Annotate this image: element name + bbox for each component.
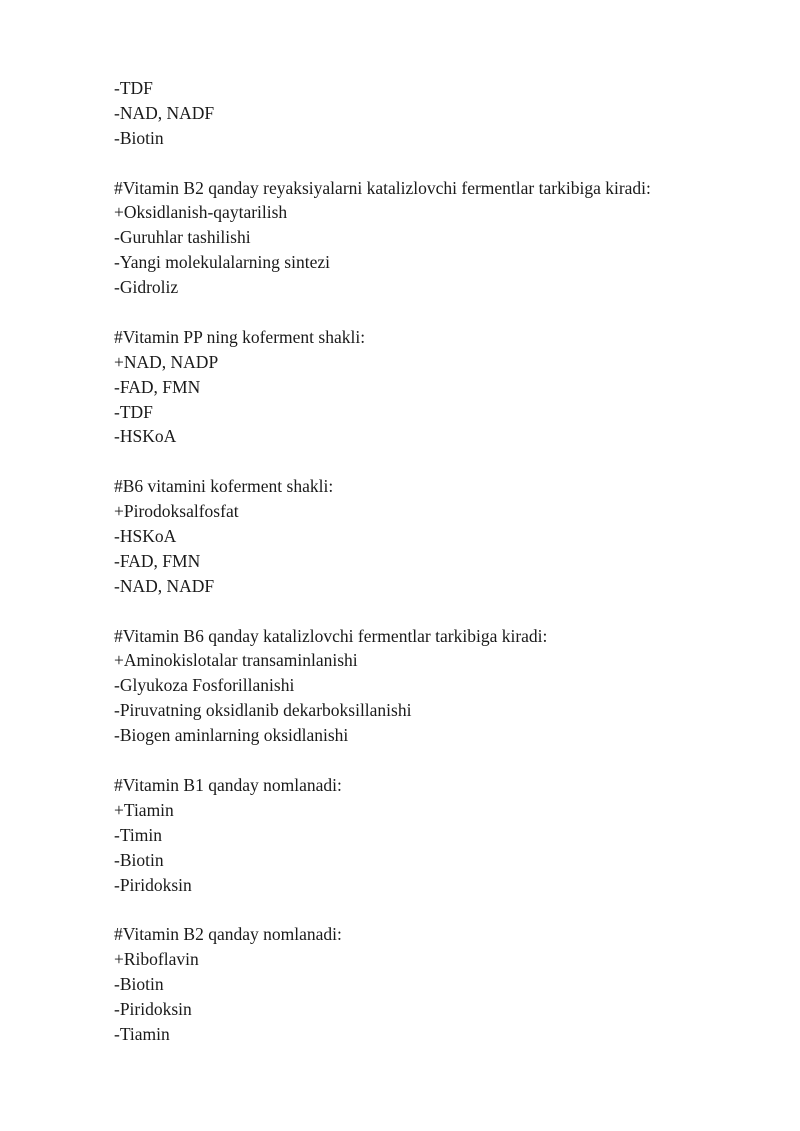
answer-option: -Piruvatning oksidlanib dekarboksillanishi	[114, 700, 412, 721]
answer-option: -NAD, NADF	[114, 102, 215, 123]
question-text: #Vitamin B6 qanday katalizlovchi fermentlar tarkibiga kiradi:	[114, 625, 548, 646]
document-body	[114, 76, 754, 1047]
answer-option: -Biotin	[114, 127, 164, 148]
question-text: #Vitamin B2 qanday nomlanadi:	[114, 924, 342, 945]
spacer	[114, 300, 754, 325]
answer-option: -Yangi molekulalarning sintezi	[114, 252, 330, 273]
answer-option: -Biotin	[114, 974, 164, 995]
answer-option-correct: +Pirodoksalfosfat	[114, 501, 239, 522]
answer-option: -Gidroliz	[114, 277, 179, 298]
answer-option: -FAD, FMN	[114, 376, 201, 397]
answer-option: -Biogen aminlarning oksidlanishi	[114, 725, 349, 746]
answer-option: -NAD, NADF	[114, 575, 215, 596]
answer-option: -Guruhlar tashilishi	[114, 227, 251, 248]
answer-option: -Piridoksin	[114, 998, 192, 1019]
question-text: #Vitamin B2 qanday reyaksiyalarni katalizlovchi fermentlar tarkibiga kiradi:	[114, 177, 651, 198]
answer-option: -TDF	[114, 78, 153, 98]
answer-option: -Piridoksin	[114, 874, 192, 895]
question-text: #B6 vitamini koferment shakli:	[114, 476, 334, 497]
answer-option: -Biotin	[114, 849, 164, 870]
answer-option-correct: +Riboflavin	[114, 949, 199, 970]
answer-option: -HSKoA	[114, 526, 177, 547]
answer-option: -Tiamin	[114, 1023, 170, 1044]
answer-option-correct: +NAD, NADP	[114, 351, 219, 372]
answer-option: -Timin	[114, 824, 162, 845]
spacer	[114, 151, 754, 176]
answer-option: -TDF	[114, 401, 153, 422]
answer-option-correct: +Tiamin	[114, 799, 174, 820]
answer-option: -Glyukoza Fosforillanishi	[114, 675, 295, 696]
answer-option: -HSKoA	[114, 426, 177, 447]
question-text: #Vitamin B1 qanday nomlanadi:	[114, 774, 342, 795]
spacer	[114, 449, 754, 474]
spacer	[114, 748, 754, 773]
spacer	[114, 599, 754, 624]
spacer	[114, 897, 754, 922]
answer-option-correct: +Aminokislotalar transaminlanishi	[114, 650, 358, 671]
answer-option-correct: +Oksidlanish-qaytarilish	[114, 202, 288, 223]
answer-option: -FAD, FMN	[114, 550, 201, 571]
question-text: #Vitamin PP ning koferment shakli:	[114, 326, 366, 347]
